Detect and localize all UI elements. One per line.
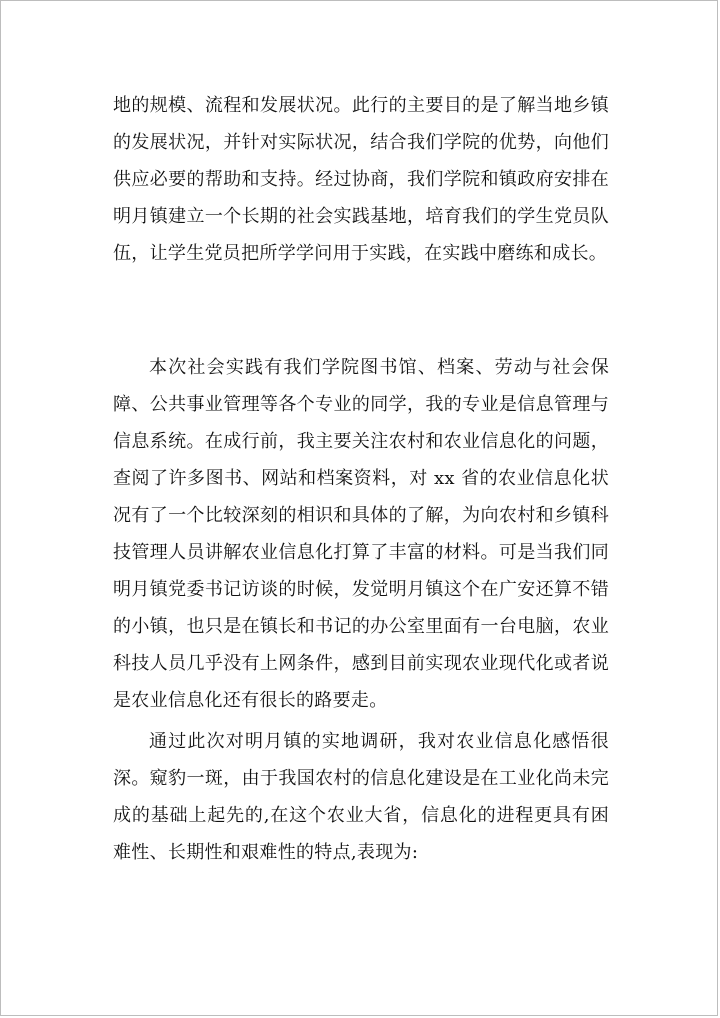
paragraph-1: 地的规模、流程和发展状况。此行的主要目的是了解当地乡镇的发展状况，并针对实际状况，结合我们学院的优势，向他们供应必要的帮助和支持。经过协商，我们学院和镇政府安排在明月镇建立一个长期的社会实践基地，培育我们的学生党员队伍，让学生党员把所学学问用于实践，在实践中磨练和成长。 <box>113 95 609 264</box>
paragraph-2: 本次社会实践有我们学院图书馆、档案、劳动与社会保障、公共事业管理等各个专业的同学，我的专业是信息管理与信息系统。在成行前，我主要关注农村和农业信息化的问题，查阅了许多图书、网站和档案资料，对 xx 省的农业信息化状况有了一个比较深刻的相识和具体的了解，为向农村和乡镇科技管理人员讲解农业信息化打算了丰富的材料。可是当我们同明月镇党委书记访谈的时候，发觉明月镇这个在广安还算不错的小镇，也只是在镇长和书记的办公室里面有一台电脑，农业科技人员几乎没有上网条件，感到目前实现农业现代化或者说是农业信息化还有很长的路要走。 <box>113 357 609 711</box>
paragraph-3: 通过此次对明月镇的实地调研，我对农业信息化感悟很深。窥豹一斑，由于我国农村的信息化建设是在工业化尚未完成的基础上起先的,在这个农业大省，信息化的进程更具有困难性、长期性和艰难性的特点,表现为: <box>113 731 609 863</box>
